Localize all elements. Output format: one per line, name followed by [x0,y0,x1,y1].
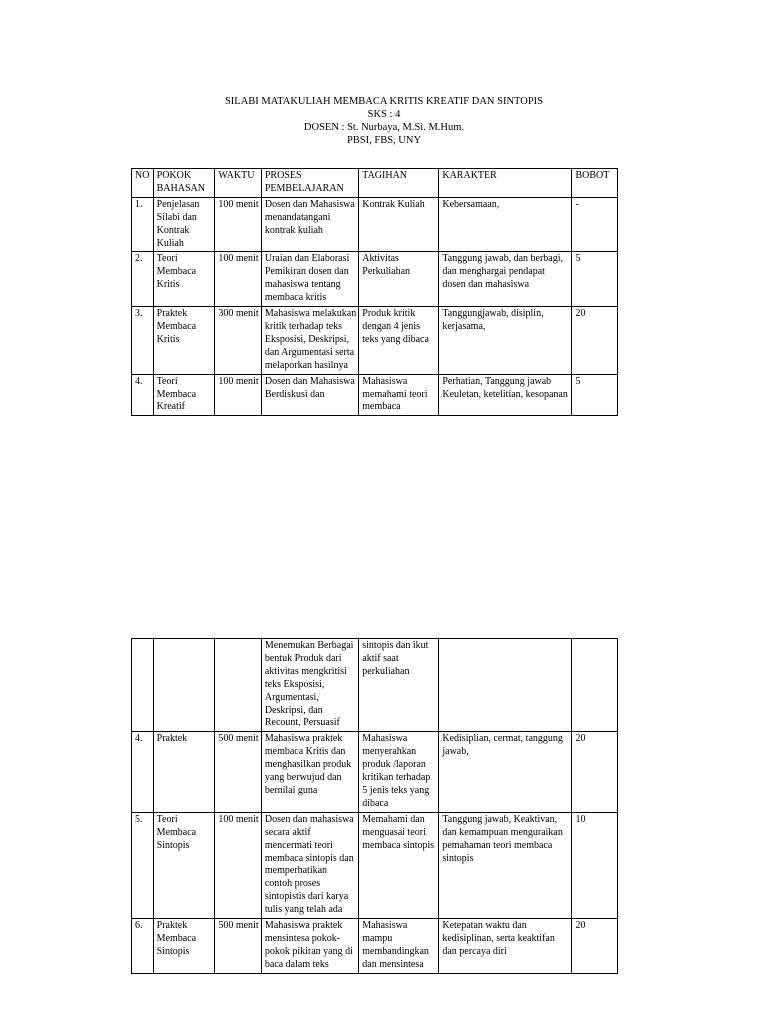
cell-karakter: Perhatian, Tanggung jawab Keuletan, ketelitian, kesopanan [439,374,572,416]
cell-no: 1. [132,197,154,252]
cell-waktu: 300 menit [215,307,262,375]
cell-pokok: Praktek Membaca Sintopis [153,919,215,974]
column-header-karakter: KARAKTER [439,169,572,198]
table-header-row [132,169,618,198]
cell-waktu: 500 menit [215,919,262,974]
cell-proses: Mahasiswa praktek mensintesa pokok-pokok pikiran yang di baca dalam teks [261,919,358,974]
cell-bobot: 20 [572,307,618,375]
cell-bobot [572,639,618,732]
cell-waktu: 100 menit [215,252,262,307]
cell-waktu: 100 menit [215,812,262,918]
cell-proses: Dosen dan Mahasiswa Berdiskusi dan [261,374,358,416]
cell-bobot: 5 [572,374,618,416]
table-row [132,252,618,307]
cell-karakter: Tanggungjawab, disiplin, kerjasama, [439,307,572,375]
table-row [132,919,618,974]
table-row [132,307,618,375]
sks-line: SKS : 4 [367,109,401,120]
table-row [132,197,618,252]
cell-bobot: 5 [572,252,618,307]
lecturer-line: DOSEN : St. Nurbaya, M.Si. M.Hum. [303,122,465,133]
table-row [132,732,618,812]
column-header-pokok-bahasan: POKOK BAHASAN [153,169,215,198]
cell-tagihan: Kontrak Kuliah [359,197,439,252]
cell-bobot: 10 [572,812,618,918]
cell-bobot: - [572,197,618,252]
cell-no [132,639,154,732]
cell-tagihan: Memahami dan menguasai teori membaca sintopis [359,812,439,918]
cell-waktu: 500 menit [215,732,262,812]
cell-proses: Mahasiswa melakukan kritik terhadap teks Eksposisi, Deskripsi, dan Argumentasi serta melaporkan hasilnya [261,307,358,375]
cell-pokok: Praktek Membaca Kritis [153,307,215,375]
cell-tagihan: sintopis dan ikut aktif saat perkuliahan [359,639,439,732]
cell-no: 5. [132,812,154,918]
cell-tagihan: Mahasiswa menyerahkan produk /laporan kritikan terhadap 5 jenis teks yang dibaca [359,732,439,812]
cell-proses: Dosen dan Mahasiswa menandatangani kontrak kuliah [261,197,358,252]
cell-karakter: Ketepatan waktu dan kedisiplinan, serta keaktifan dan percaya diri [439,919,572,974]
table-row [132,374,618,416]
cell-no: 4. [132,732,154,812]
table-row [132,812,618,918]
cell-proses: Menemukan Berbagai bentuk Produk dari aktivitas mengkritisi teks Eksposisi, Argumentasi, Deskripsi, dan Recount, Persuasif [261,639,358,732]
syllabus-title: SILABI MATAKULIAH MEMBACA KRITIS KREATIF DAN SINTOPIS [224,96,544,107]
column-header-bobot: BOBOT [572,169,618,198]
column-header-tagihan: TAGIHAN [359,169,439,198]
cell-waktu: 100 menit [215,197,262,252]
syllabus-table-page-2 [131,638,618,974]
cell-tagihan: Produk kritik dengan 4 jenis teks yang dibaca [359,307,439,375]
cell-no: 3. [132,307,154,375]
document-header [0,95,768,147]
cell-karakter [439,639,572,732]
cell-waktu [215,639,262,732]
cell-proses: Mahasiswa praktek membaca Kritis dan menghasilkan produk yang berwujud dan bernilai guna [261,732,358,812]
cell-pokok: Teori Membaca Sintopis [153,812,215,918]
column-header-no: NO [132,169,154,198]
syllabus-table-page-1 [131,168,618,416]
cell-proses: Dosen dan mahasiswa secara aktif mencermati teori membaca sintopis dan memperhatikan contoh proses sintopistis dari karya tulis yang telah ada [261,812,358,918]
cell-no: 2. [132,252,154,307]
cell-tagihan: Mahasiswa memahami teori membaca [359,374,439,416]
cell-pokok: Praktek [153,732,215,812]
column-header-proses: PROSES PEMBELAJARAN [261,169,358,198]
cell-bobot: 20 [572,919,618,974]
cell-proses: Uraian dan Elaborasi Pemikiran dosen dan mahasiswa tentang membaca kritis [261,252,358,307]
cell-karakter: Kedisiplian, cermat, tanggung jawab, [439,732,572,812]
cell-tagihan: Aktivitas Perkuliahan [359,252,439,307]
department-line: PBSI, FBS, UNY [346,135,422,146]
cell-tagihan: Mahasiswa mampu membandingkan dan mensintesa [359,919,439,974]
column-header-waktu: WAKTU [215,169,262,198]
cell-waktu: 100 menit [215,374,262,416]
cell-pokok [153,639,215,732]
cell-no: 4. [132,374,154,416]
cell-karakter: Kebersamaan, [439,197,572,252]
cell-karakter: Tanggung jawab, dan berbagi, dan menghargai pendapat dosen dan mahasiswa [439,252,572,307]
cell-pokok: Teori Membaca Kreatif [153,374,215,416]
cell-bobot: 20 [572,732,618,812]
cell-karakter: Tanggung jawab, Keaktivan, dan kemampuan menguraikan pemahaman teori membaca sintopis [439,812,572,918]
cell-no: 6. [132,919,154,974]
table-row [132,639,618,732]
cell-pokok: Teori Membaca Kritis [153,252,215,307]
cell-pokok: Penjelasan Silabi dan Kontrak Kuliah [153,197,215,252]
